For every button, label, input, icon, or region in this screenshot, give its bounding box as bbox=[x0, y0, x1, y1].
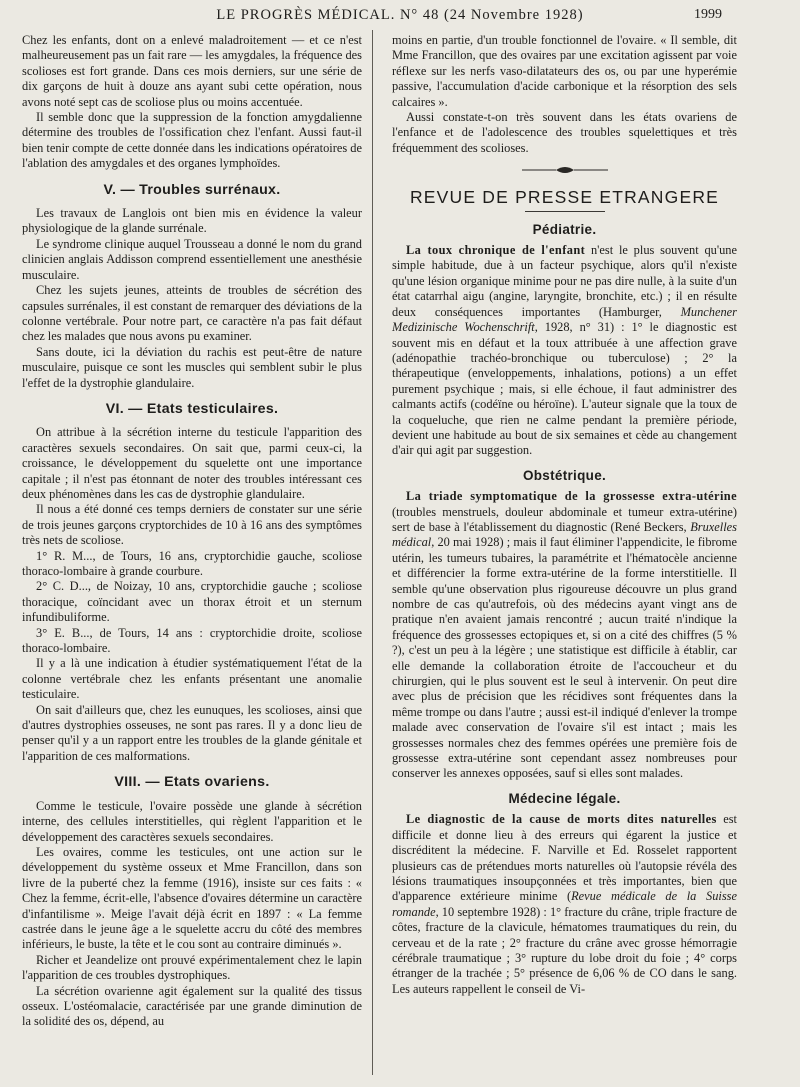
journal-name: Munchener Medizinische Wochenschrift bbox=[392, 304, 737, 335]
paragraph: Il semble donc que la suppression de la fonction amygdalienne détermine des troubles de l'ossification chez l'enfant. Aussi faut-il bien tenir compte de cette donnée dans les indications opératoires de l'ablation des amygdales et des organes lymphoïdes. bbox=[22, 110, 362, 171]
journal-name: Revue médicale de la Suisse romande bbox=[392, 889, 737, 919]
abstract-text: , 20 mai 1928) ; mais il faut éliminer l'appendicite, le fibrome utérin, les tumeurs tubaires, la paramétrite et l'hématocèle ancienne et différencier la forme extra-utérine de la forme interstitielle. Il semble qu'une observation plus rigoureuse découvre un plus grand nombre de cas qu'autrefois, où des médecins ayant vingt ans de pratique n'en avaient jamais rencontré ; aucun traité n'indique la fréquence des grossesses ectopiques et, si on a cité des chiffres (5 % ?), c'est un peu à la légère ; une statistique est difficile à établir, car elle demande la collaboration étroite de l'accoucheur et du chirurgien, qui le plus souvent est le seul à intervenir. On peut dire avec plus de précision que les récidives sont fréquentes dans la même trompe ou dans l'autre ; aussi est-il indiqué d'enlever la trompe malade avec conservation de l'ovaire s'il est intact ; mais les grossesses normales chez des femmes opérées une première fois de grossesse extra-utérine sont cependant assez nombreuses pour conserver les annexes opposées, sauf si elles sont malades. bbox=[392, 535, 737, 781]
paragraph: Richer et Jeandelize ont prouvé expérimentalement chez le lapin l'apparition de ces troubles dystrophiques. bbox=[22, 952, 362, 983]
abstract-text: , 1928, n° 31) : 1° le diagnostic est souvent mis en défaut et la toux attribuée à une affection grave (adénopathie trachéo-bronchique ou tuberculose) ; 2° la thérapeutique (enveloppements, inhalations, potions) a un effet purement psychique ; mais, si elle échoue, il faut administrer des calmants actifs (codéïne ou héroïne). L'auteur signale que la toux de la coqueluche, que rien ne calme pendant la première période, devient une habitude au bout de six semaines et cède au changement d'air qui agit par suggestion. bbox=[392, 320, 737, 458]
abstract-obstetrique bbox=[392, 489, 737, 782]
subsection-heading-medecine-legale: Médecine légale. bbox=[508, 790, 621, 806]
section-heading-testiculaires: VI. — Etats testiculaires. bbox=[105, 400, 279, 417]
abstract-medecine-legale bbox=[392, 812, 737, 997]
paragraph: La sécrétion ovarienne agit également sur la qualité des tissus osseux. L'ostéomalacie, caractérisée par une grande diminution de la solidité des os, dépend, au bbox=[22, 983, 362, 1029]
abstract-lead: Le diagnostic de la cause de morts dites naturelles bbox=[406, 812, 717, 827]
subsection-heading-obstetrique: Obstétrique. bbox=[522, 467, 607, 483]
paragraph: On attribue à la sécrétion interne du testicule l'apparition des caractères sexuels secondaires. On sait que, parmi ceux-ci, la croissance, le développement du squelette ont une importance capitale ; il n'est pas étonnant de noter des troubles intéressant ces deux phénomènes dans les cas de dystrophie glandulaire. bbox=[22, 425, 362, 501]
section-title-revue: REVUE DE PRESSE ETRANGERE bbox=[409, 187, 720, 208]
page-number: 1999 bbox=[694, 7, 722, 22]
paragraph: Il y a là une indication à étudier systématiquement l'état de la colonne vertébrale chez les enfants présentant une anomalie testiculaire. bbox=[22, 656, 362, 702]
column-divider bbox=[372, 30, 373, 1075]
abstract-text: (troubles menstruels, douleur abdominale et tumeur extra-utérine) sert de base à l'établissement du diagnostic (René Beckers, bbox=[392, 504, 737, 534]
title-rule bbox=[525, 211, 605, 212]
section-heading-surrenaux: V. — Troubles surrénaux. bbox=[103, 181, 281, 198]
paragraph: moins en partie, d'un trouble fonctionnel de l'ovaire. « Il semble, dit Mme Francillon, que des ovaires par une excitation agissent par voie réflexe sur les nerfs vaso-dilatateurs des os, ou par une hyperémie passive, l'accumulation d'acide carbonique et la résorption des sels calcaires ». bbox=[392, 33, 737, 109]
paragraph: Les ovaires, comme les testicules, ont une action sur le développement du système osseux et Mme Francillon, dans son livre de la puberté chez la femme (1916), insiste sur ces faits : « Chez la femme, écrit-elle, l'absence d'ovaires détermine un caractère d'infantilisme ». Meige l'avait déjà écrit en 1897 : « La femme castrée dans le jeune âge a le squelette accru du côté des membres inférieurs, le buste, la tête et le cou sont au contraire diminués ». bbox=[22, 844, 362, 952]
paragraph: Chez les enfants, dont on a enlevé maladroitement — et ce n'est malheureusement pas un fait rare — les amygdales, la fréquence des scolioses est fort grande. Dans ces mois derniers, sur une série de dix garçons de huit à douze ans ayant subi cette opération, nous avons noté sept cas de scoliose plus ou moins accentuée. bbox=[22, 33, 362, 109]
paragraph: Les travaux de Langlois ont bien mis en évidence la valeur physiologique de la glande surrénale. bbox=[22, 206, 362, 236]
paragraph: Sans doute, ici la déviation du rachis est peut-être de nature musculaire, puisque ce sont les muscles qui semblent subir le plus l'effet de la dystrophie glandulaire. bbox=[22, 344, 362, 390]
abstract-lead: La toux chronique de l'enfant bbox=[406, 243, 586, 258]
left-column bbox=[22, 33, 362, 1083]
paragraph: On sait d'ailleurs que, chez les eunuques, les scolioses, ainsi que d'autres dystrophies osseuses, ne sont pas rares. Il y a donc lieu de penser qu'il y a un rapport entre les troubles de la glande génitale et l'apparition de ces malformations. bbox=[22, 702, 362, 763]
abstract-pediatrie bbox=[392, 243, 737, 459]
paragraph: Il nous a été donné ces temps derniers de constater sur une série de trois jeunes garçons cryptorchides de 10 à 16 ans des symptômes très nets de scoliose. bbox=[22, 502, 362, 548]
running-title: LE PROGRÈS MÉDICAL. N° 48 (24 Novembre 1928) bbox=[216, 7, 584, 23]
paragraph: Chez les sujets jeunes, atteints de troubles de sécrétion des capsules surrénales, il est constant de remarquer des déviations de la colonne vertébrale. Pour notre part, ce caractère n'a pas fait défaut chez les malades que nous avons pu examiner. bbox=[22, 283, 362, 344]
abstract-text: est difficile et donne lieu à des erreurs qui égarent la justice et discréditent la médecine. F. Narville et Ed. Rosselet rapportent plusieurs cas de prétendues morts naturelles où l'autopsie révéla des lésions traumatiques insoupçonnées et très importantes, bien que d'apparence extérieure minime ( bbox=[392, 812, 737, 904]
ornament-divider bbox=[392, 164, 737, 178]
paragraph: Le syndrome clinique auquel Trousseau a donné le nom du grand clinicien anglais Addisson comprend essentiellement une anesthésie musculaire. bbox=[22, 236, 362, 282]
case-item: 1° R. M..., de Tours, 16 ans, cryptorchidie gauche, scoliose thoraco-lombaire à grande courbure. bbox=[22, 548, 362, 578]
abstract-text: n'est le plus souvent qu'une simple habitude, due à un facteur psychique, alors qu'il n'existe qu'une lésion organique minime pour ne pas dire nulle, à la suite d'un état catarrhal aigu (angine, laryngite, bronchite, etc.) ; il en résulte deux conséquences importantes (Hamburger, bbox=[392, 243, 737, 319]
journal-name: Bruxelles médical bbox=[392, 519, 737, 550]
running-header bbox=[0, 0, 800, 32]
paragraph: Aussi constate-t-on très souvent dans les états ovariens de l'enfance et de l'adolescence des troubles squelettiques et très fréquemment des scolioses. bbox=[392, 110, 737, 155]
abstract-text: , 10 septembre 1928) : 1° fracture du crâne, triple fracture de côtes, fracture de la clavicule, hématomes traumatiques du rein, du cerveau et de la rate ; 2° fracture du crâne avec grosse hémorragie cérébrale traumatique ; 3° rupture du lobe droit du foie ; 4° corps étranger de la trachée ; 5° présence de 6,06 % de CO dans le sang. Les auteurs rappellent le conseil de Vi- bbox=[392, 904, 737, 996]
case-item: 2° C. D..., de Noizay, 10 ans, cryptorchidie gauche ; scoliose thoracique, coïncidant avec un thorax étroit et un sternum infundibuliforme. bbox=[22, 579, 362, 625]
abstract-lead: La triade symptomatique de la grossesse extra-utérine bbox=[406, 489, 737, 504]
right-column bbox=[392, 33, 737, 1083]
case-item: 3° E. B..., de Tours, 14 ans : cryptorchidie droite, scoliose thoraco-lombaire. bbox=[22, 625, 362, 656]
paragraph: Comme le testicule, l'ovaire possède une glande à sécrétion interne, des cellules interstitielles, qui règlent l'apparition et le développement des caractères sexuels secondaires. bbox=[22, 798, 362, 844]
subsection-heading-pediatrie: Pédiatrie. bbox=[532, 221, 597, 237]
section-heading-ovariens: VIII. — Etats ovariens. bbox=[114, 774, 270, 791]
